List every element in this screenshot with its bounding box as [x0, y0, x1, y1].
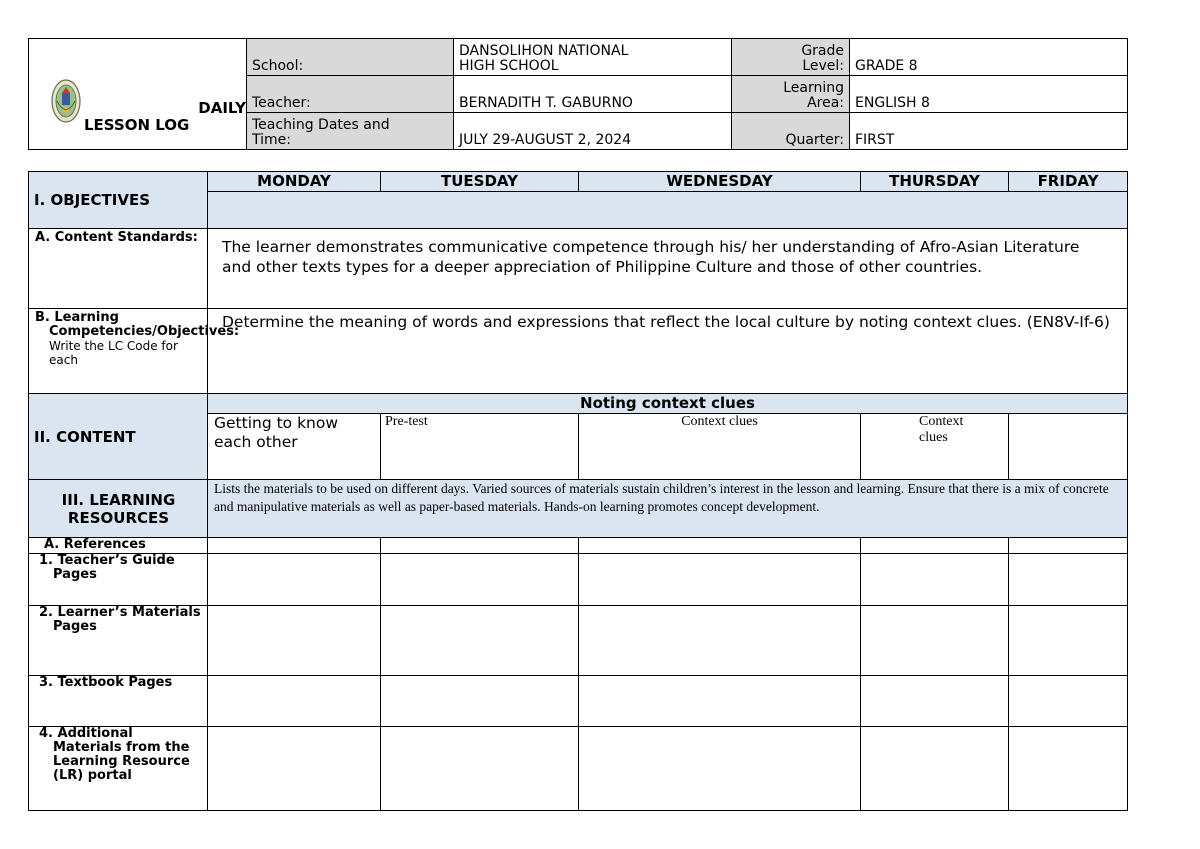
additional-materials-friday — [1009, 727, 1128, 811]
learners-materials-wednesday — [579, 606, 861, 676]
learners-materials-thursday — [861, 606, 1009, 676]
competencies-text: Determine the meaning of words and expressions that reflect the local culture by noting context clues. (EN8V-If-6) — [208, 309, 1128, 394]
textbook-thursday — [861, 676, 1009, 727]
header-table — [28, 38, 1128, 150]
objectives-blank-row — [208, 192, 1128, 229]
teachers-guide-friday — [1009, 554, 1128, 606]
learners-materials-label: 2. Learner’s Materials Pages — [29, 606, 208, 676]
learners-materials-monday — [208, 606, 381, 676]
school-value: DANSOLIHON NATIONAL HIGH SCHOOL — [454, 39, 732, 76]
textbook-tuesday — [381, 676, 579, 727]
teacher-value: BERNADITH T. GABURNO — [454, 76, 732, 113]
day-monday: MONDAY — [208, 172, 381, 192]
teachers-guide-tuesday — [381, 554, 579, 606]
quarter-label: Quarter: — [732, 113, 850, 150]
area-value: ENGLISH 8 — [850, 76, 1128, 113]
day-friday: FRIDAY — [1009, 172, 1128, 192]
content-thursday: Context clues — [861, 414, 1009, 480]
references-tuesday — [381, 538, 579, 554]
references-friday — [1009, 538, 1128, 554]
grade-label: Grade Level: — [732, 39, 850, 76]
teachers-guide-wednesday — [579, 554, 861, 606]
logo-title-cell — [29, 39, 247, 150]
textbook-pages-label: 3. Textbook Pages — [29, 676, 208, 727]
additional-materials-monday — [208, 727, 381, 811]
additional-materials-tuesday — [381, 727, 579, 811]
content-topic: Noting context clues — [208, 394, 1128, 414]
content-wednesday: Context clues — [579, 414, 861, 480]
teachers-guide-thursday — [861, 554, 1009, 606]
daily-lesson-log-title — [84, 100, 246, 134]
deped-seal-icon — [51, 78, 81, 124]
competencies-note: Write the LC Code for each — [49, 339, 178, 367]
textbook-friday — [1009, 676, 1128, 727]
title-line1: DAILY — [198, 98, 246, 117]
school-label: School: — [247, 39, 454, 76]
references-thursday — [861, 538, 1009, 554]
day-wednesday: WEDNESDAY — [579, 172, 861, 192]
day-thursday: THURSDAY — [861, 172, 1009, 192]
learners-materials-tuesday — [381, 606, 579, 676]
objectives-title: I. OBJECTIVES — [29, 172, 208, 229]
references-label: A. References — [29, 538, 208, 554]
grade-value: GRADE 8 — [850, 39, 1128, 76]
references-monday — [208, 538, 381, 554]
area-label: Learning Area: — [732, 76, 850, 113]
day-tuesday: TUESDAY — [381, 172, 579, 192]
lesson-log-table — [28, 171, 1128, 811]
content-friday — [1009, 414, 1128, 480]
content-monday: Getting to know each other — [208, 414, 381, 480]
content-title: II. CONTENT — [29, 394, 208, 480]
textbook-wednesday — [579, 676, 861, 727]
teachers-guide-label: 1. Teacher’s Guide Pages — [29, 554, 208, 606]
competencies-label: B. Learning Competencies/Objectives: Write the LC Code for each — [29, 309, 208, 394]
title-line2: LESSON LOG — [84, 115, 190, 134]
teachers-guide-monday — [208, 554, 381, 606]
resources-description: Lists the materials to be used on different days. Varied sources of materials sustain children’s interest in the lesson and learning. Ensure that there is a mix of concrete and manipulative materials as well as paper-based materials. Hands-on learning promotes concept development. — [208, 480, 1128, 538]
dates-label: Teaching Dates and Time: — [247, 113, 454, 150]
teacher-label: Teacher: — [247, 76, 454, 113]
quarter-value: FIRST — [850, 113, 1128, 150]
content-standards-label: A. Content Standards: — [29, 229, 208, 309]
additional-materials-wednesday — [579, 727, 861, 811]
learners-materials-friday — [1009, 606, 1128, 676]
references-wednesday — [579, 538, 861, 554]
additional-materials-label: 4. Additional Materials from the Learning Resource (LR) portal — [29, 727, 208, 811]
additional-materials-thursday — [861, 727, 1009, 811]
textbook-monday — [208, 676, 381, 727]
resources-title: III. LEARNING RESOURCES — [29, 480, 208, 538]
content-standards-text: The learner demonstrates communicative competence through his/ her understanding of Afro-Asian Literature and other texts types for a deeper appreciation of Philippine Culture and those of other countries. — [208, 229, 1128, 309]
content-tuesday: Pre-test — [381, 414, 579, 480]
dates-value: JULY 29-AUGUST 2, 2024 — [454, 113, 732, 150]
